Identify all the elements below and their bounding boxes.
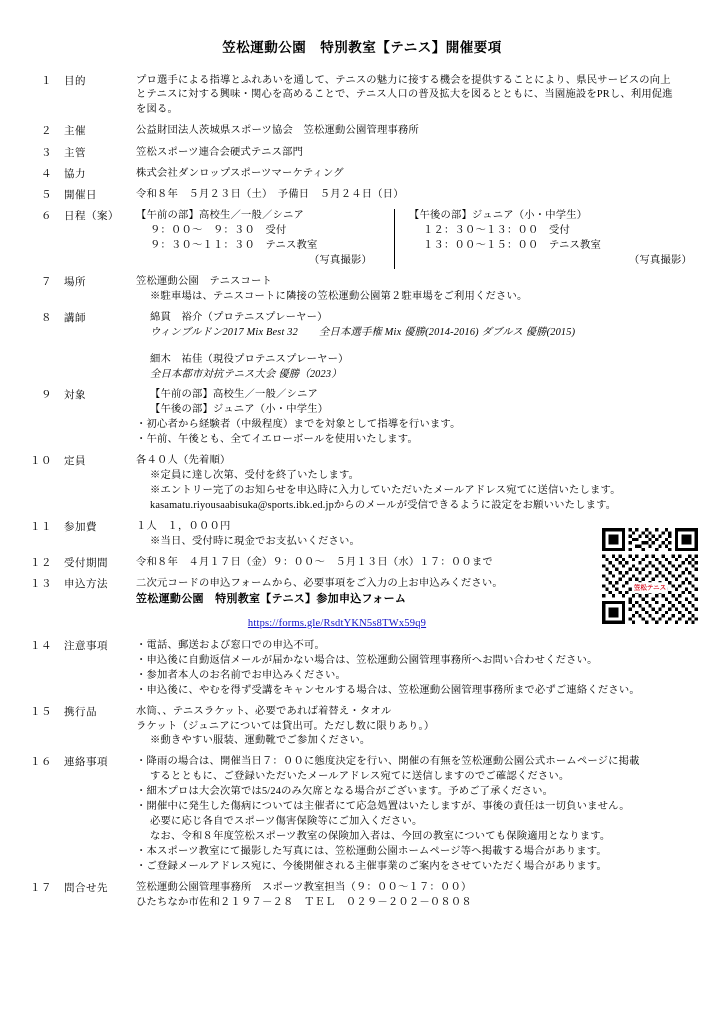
section-body	[136, 188, 698, 203]
spacer	[136, 341, 698, 353]
section-label: 目的	[64, 75, 86, 87]
qr-code-block	[602, 528, 698, 624]
section-number: ９	[41, 390, 52, 402]
section-body	[136, 705, 698, 750]
text-line: 株式会社ダンロップスポーツマーケティング	[136, 167, 344, 179]
section-number: ２	[41, 126, 52, 138]
application-form-link[interactable]: https://forms.gle/RsdtYKN5s8TWx59q9	[247, 617, 427, 629]
schedule-note: （写真撮影）	[629, 254, 692, 266]
section-notes	[26, 639, 698, 699]
text-line: ・本スポーツ教室にて撮影した写真には、笠松運動公園ホームページ等へ掲載する場合があります。	[136, 845, 607, 857]
section-label: 協力	[64, 168, 86, 180]
text-line: ・参加者本人のお名前でお申込みください。	[136, 669, 346, 681]
section-cooperation	[26, 167, 698, 182]
text-line: ・ご登録メールアドレス宛に、今後開催される主催事業のご案内をさせていただく場合があります。	[136, 860, 608, 872]
section-label: 場所	[64, 276, 86, 288]
schedule-morning	[136, 209, 394, 269]
section-label: 連絡事項	[64, 757, 108, 769]
text-line: ・降雨の場合は、開催当日７：００に態度決定を行い、開催の有無を笠松運動公園公式ホームページに掲載	[136, 756, 640, 768]
section-body	[136, 124, 698, 139]
text-line: ※動きやすい服装、運動靴でご参加ください。	[150, 735, 371, 747]
text-line: ・電話、郵送および窓口での申込不可。	[136, 639, 325, 651]
section-items-to-bring	[26, 705, 698, 750]
text-line: を図る。	[136, 104, 178, 116]
section-number: ７	[41, 276, 52, 288]
section-label: 問合せ先	[64, 882, 108, 894]
instructor-record: ウィンブルドン2017 Mix Best 32 全日本選手権 Mix 優勝(2014-2016) ダブルス 優勝(2015)	[150, 326, 576, 338]
section-body	[136, 167, 698, 182]
section-label: 申込方法	[64, 578, 108, 590]
schedule-heading: 【午後の部】ジュニア（小・中学生）	[409, 210, 588, 222]
text-line: ・細木プロは大会次第では5/24のみ欠席となる場合がございます。予めご了承ください。	[136, 786, 554, 798]
section-body	[136, 209, 698, 269]
section-body	[136, 146, 698, 161]
section-label: 主催	[64, 126, 86, 138]
instructor-name: 綿貫 裕介（プロテニスプレーヤー）	[150, 311, 328, 323]
section-number: １６	[30, 757, 52, 769]
text-line: １人 １，０００円	[136, 520, 231, 532]
text-line: ※定員に達し次第、受付を終了いたします。	[150, 470, 360, 482]
text-line: 必要に応じ各自でスポーツ傷害保険等にご加入ください。	[150, 816, 423, 828]
section-capacity	[26, 454, 698, 514]
qr-code-svg	[602, 528, 698, 624]
section-number: ３	[41, 147, 52, 159]
section-number: １５	[30, 706, 52, 718]
section-number: ８	[41, 312, 52, 324]
schedule-afternoon	[394, 209, 698, 269]
section-label: 定員	[64, 456, 86, 468]
section-number: １	[41, 75, 52, 87]
text-line: とテニスに対する興味・関心を高めることで、テニス人口の普及拡大を図るとともに、当園施設をPRし、利用促進	[136, 89, 673, 101]
section-body	[136, 388, 698, 448]
text-line: ※エントリー完了のお知らせを申込時に入力していただいたメールアドレス宛てに送信いたします。	[150, 484, 621, 496]
text-line: 笠松スポーツ連合会硬式テニス部門	[136, 146, 304, 158]
section-date	[26, 188, 698, 203]
section-venue	[26, 275, 698, 305]
section-label: 注意事項	[64, 640, 108, 652]
text-line: kasamatu.riyousaabisuka@sports.ibk.ed.jpからのメールが受信できるように設定をお願いいたします。	[150, 499, 617, 511]
text-line: するとともに、ご登録いただいたメールアドレス宛てに送信しますのでご確認ください。	[150, 771, 570, 783]
section-purpose	[26, 74, 698, 119]
text-line: ・申込後に自動返信メールが届かない場合は、笠松運動公園管理事務所へお問い合わせください。	[136, 654, 598, 666]
section-organizer	[26, 124, 698, 139]
text-line: 二次元コードの申込フォームから、必要事項をご入力の上お申込みください。	[136, 577, 503, 589]
section-number: ４	[41, 168, 52, 180]
section-number: １３	[30, 578, 52, 590]
section-fee	[26, 520, 698, 550]
text-line: ・申込後に、やむを得ず受講をキャンセルする場合は、笠松運動公園管理事務所まで必ずご連絡ください。	[136, 684, 640, 696]
section-schedule	[26, 209, 698, 269]
schedule-row: ９：００～ ９：３０ 受付	[150, 225, 287, 237]
text-line: 笠松運動公園管理事務所 スポーツ教室担当（９：００～１７：００）	[136, 881, 472, 893]
schedule-note: （写真撮影）	[309, 254, 372, 266]
section-管理	[26, 146, 698, 161]
section-number: １４	[30, 640, 52, 652]
section-label: 日程（案）	[64, 211, 119, 223]
page-title: 笠松運動公園 特別教室【テニス】開催要項	[222, 40, 502, 55]
qr-code-image	[602, 528, 698, 624]
section-label: 受付期間	[64, 557, 108, 569]
text-line: ・初心者から経験者（中級程度）までを対象として指導を行います。	[136, 419, 461, 431]
text-line: 令和８年 ４月１７日（金）９：００～ ５月１３日（水）１７：００まで	[136, 556, 493, 568]
text-line: 【午前の部】高校生／一般／シニア	[150, 389, 318, 401]
section-number: １７	[30, 882, 52, 894]
text-line: 水筒、、テニスラケット、必要であれば着替え・タオル	[136, 705, 392, 717]
section-number: １２	[30, 557, 52, 569]
section-number: ５	[41, 189, 52, 201]
section-application-period	[26, 556, 698, 571]
text-line: ※駐車場は、テニスコートに隣接の笠松運動公園第２駐車場をご利用ください。	[150, 290, 528, 302]
schedule-heading: 【午前の部】高校生／一般／シニア	[136, 210, 304, 222]
text-line: 笠松運動公園 テニスコート	[136, 275, 273, 287]
section-body	[136, 454, 698, 514]
section-number: １１	[30, 521, 52, 533]
section-communications	[26, 755, 698, 874]
text-line: ・開催中に発生した傷病については主催者にて応急処置はいたしますが、事後の責任は一切負いません。	[136, 801, 630, 813]
schedule-row: １３：００～１５：００ テニス教室	[423, 240, 602, 252]
text-line: 各４０人（先着順）	[136, 455, 231, 467]
section-body	[136, 755, 698, 874]
section-number: ６	[41, 211, 52, 223]
text-line: ・午前、午後とも、全てイエローボールを使用いたします。	[136, 434, 418, 446]
text-line: 公益財団法人茨城県スポーツ協会 笠松運動公園管理事務所	[136, 125, 420, 137]
text-line: ラケット（ジュニアについては貸出可。ただし数に限りあり。）	[136, 720, 435, 732]
text-line: 【午後の部】ジュニア（小・中学生）	[150, 404, 329, 416]
section-label: 主管	[64, 147, 86, 159]
section-body	[136, 311, 698, 383]
text-line: ひたちなか市佐和２１９７－２８ ＴＥＬ ０２９－２０２－０８０８	[136, 896, 472, 908]
section-label: 参加費	[64, 521, 97, 533]
section-instructors	[26, 311, 698, 383]
instructor-record: 全日本都市対抗テニス大会 優勝（2023）	[150, 368, 342, 380]
section-body	[136, 639, 698, 699]
section-how-to-apply	[26, 577, 698, 633]
section-label: 対象	[64, 390, 86, 402]
text-line: 令和８年 ５月２３日（土） 予備日 ５月２４日（日）	[136, 188, 404, 200]
section-label: 講師	[64, 312, 86, 324]
text-line: プロ選手による指導とふれあいを通して、テニスの魅力に接する機会を提供することにより、県民サービスの向上	[136, 74, 671, 86]
qr-code-label: 笠松テニス	[632, 582, 668, 593]
schedule-row: １２：３０～１３：００ 受付	[423, 225, 570, 237]
section-contact	[26, 881, 698, 911]
text-line: なお、令和８年度笠松スポーツ教室の保険加入者は、今回の教室についても保険適用となります。	[150, 831, 611, 842]
section-body	[136, 74, 698, 119]
section-body	[136, 881, 698, 911]
section-label: 携行品	[64, 706, 97, 718]
text-line: ※当日、受付時に現金でお支払いください。	[150, 535, 360, 547]
section-label: 開催日	[64, 189, 97, 201]
section-body	[136, 275, 698, 305]
section-number: １０	[30, 456, 52, 468]
schedule-row: ９：３０～１１：３０ テニス教室	[150, 240, 318, 252]
application-form-name: 笠松運動公園 特別教室【テニス】参加申込フォーム	[136, 592, 407, 605]
section-target	[26, 388, 698, 448]
instructor-name: 細木 祐佳（現役プロテニスプレーヤー）	[150, 353, 349, 365]
